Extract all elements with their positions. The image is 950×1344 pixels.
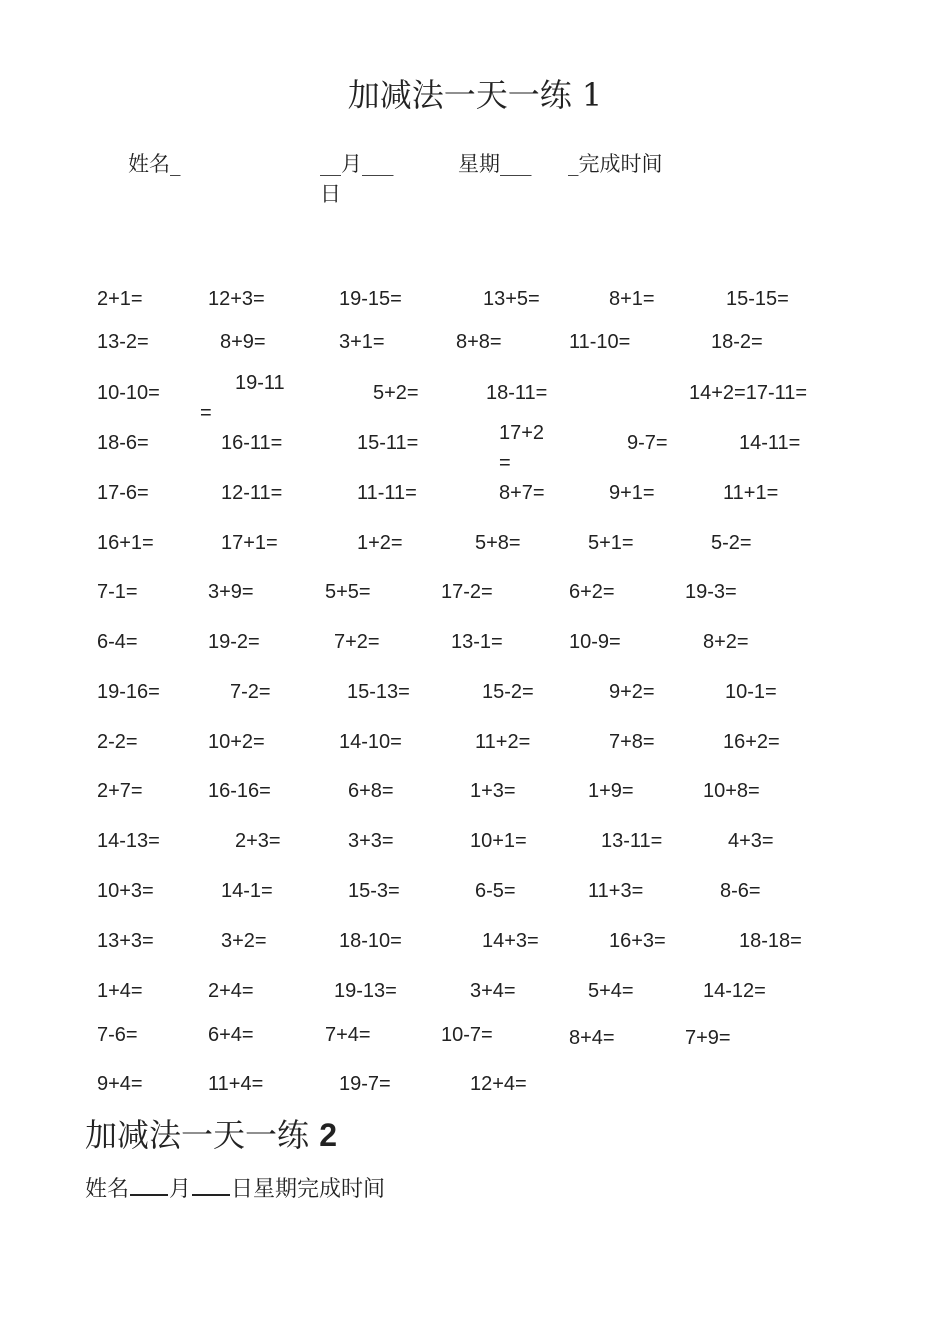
problem-item: 9+4=: [97, 1073, 143, 1095]
problem-item: 3+4=: [470, 980, 516, 1002]
section-title-2-number: 2: [319, 1117, 337, 1153]
problem-item: 16+1=: [97, 532, 154, 554]
problem-item: 16+3=: [609, 930, 666, 952]
completion-time-label: _完成时间: [568, 152, 663, 176]
problem-item: 13+3=: [97, 930, 154, 952]
problem-item: 10+3=: [97, 880, 154, 902]
day-field-label: 日: [320, 182, 341, 206]
problem-item: 19-7=: [339, 1073, 391, 1095]
problem-item: 8-6=: [720, 880, 761, 902]
problem-item: 19-13=: [334, 980, 397, 1002]
problem-item: 5-2=: [711, 532, 752, 554]
problem-item: 8+2=: [703, 631, 749, 653]
problem-item: 13+5=: [483, 288, 540, 310]
problem-item: 9-7=: [627, 432, 668, 454]
header-line-2: [85, 1172, 385, 1203]
problem-item: 10-7=: [441, 1024, 493, 1046]
problem-item: 19-3=: [685, 581, 737, 603]
problem-item: 1+2=: [357, 532, 403, 554]
problem-item: 14+3=: [482, 930, 539, 952]
problem-item: 3+9=: [208, 581, 254, 603]
problem-item: 5+8=: [475, 532, 521, 554]
problem-item: 8+7=: [499, 482, 545, 504]
problem-item: 10+2=: [208, 731, 265, 753]
problem-item: 11+2=: [475, 731, 531, 753]
problem-item: 15-3=: [348, 880, 400, 902]
problem-item: 16-16=: [208, 780, 271, 802]
problem-item: 6-4=: [97, 631, 138, 653]
problem-item: 19-16=: [97, 681, 160, 703]
problem-item: 17-6=: [97, 482, 149, 504]
problem-item: 17-2=: [441, 581, 493, 603]
problem-item: 10-1=: [725, 681, 777, 703]
problem-item: 7-6=: [97, 1024, 138, 1046]
problem-item: 15-15=: [726, 288, 789, 310]
problem-item: 17+1=: [221, 532, 278, 554]
problem-item: 12-11=: [221, 482, 283, 504]
problem-item: 14-13=: [97, 830, 160, 852]
problem-item: 11-11=: [357, 482, 417, 504]
problem-item: 7+4=: [325, 1024, 371, 1046]
problem-item: 6-5=: [475, 880, 516, 902]
problem-item: 8+4=: [569, 1027, 615, 1049]
problem-item: 19-11: [235, 372, 285, 394]
problem-item: 11-10=: [569, 331, 631, 353]
problem-item: 19-2=: [208, 631, 260, 653]
problem-item: 8+9=: [220, 331, 266, 353]
problem-item: 13-2=: [97, 331, 149, 353]
problem-item: 11+3=: [588, 880, 644, 902]
problem-item: 7+8=: [609, 731, 655, 753]
problem-item: =: [200, 402, 212, 424]
problem-item: 6+4=: [208, 1024, 254, 1046]
problem-item: 18-11=: [486, 382, 548, 404]
problem-item: 13-11=: [601, 830, 663, 852]
problem-item: 5+4=: [588, 980, 634, 1002]
problem-item: 18-18=: [739, 930, 802, 952]
problem-item: 15-13=: [347, 681, 410, 703]
problem-item: 2+4=: [208, 980, 254, 1002]
problem-item: 13-1=: [451, 631, 503, 653]
problem-item: 7+2=: [334, 631, 380, 653]
month-label-2: 月: [169, 1177, 192, 1202]
problem-item: 11+4=: [208, 1073, 264, 1095]
problem-item: 2+1=: [97, 288, 143, 310]
problem-item: 2-2=: [97, 731, 138, 753]
problem-item: 10+8=: [703, 780, 760, 802]
problem-item: 19-15=: [339, 288, 402, 310]
problem-item: 7-1=: [97, 581, 138, 603]
problem-item: 4+3=: [728, 830, 774, 852]
problem-item: 5+2=: [373, 382, 419, 404]
problem-item: 18-6=: [97, 432, 149, 454]
problem-item: 16+2=: [723, 731, 780, 753]
problem-item: 17+2: [499, 422, 545, 444]
problem-item: 6+2=: [569, 581, 615, 603]
problem-item: 14+2=17-11=: [689, 382, 808, 404]
problem-item: 3+2=: [221, 930, 267, 952]
name-field-label: 姓名_: [128, 152, 181, 176]
problem-item: 5+1=: [588, 532, 634, 554]
problem-item: 5+5=: [325, 581, 371, 603]
problem-item: 15-2=: [482, 681, 534, 703]
name-blank-2: [130, 1180, 168, 1196]
problem-item: 6+8=: [348, 780, 394, 802]
problem-item: 14-11=: [739, 432, 801, 454]
problem-item: 10+1=: [470, 830, 527, 852]
problem-item: 14-12=: [703, 980, 766, 1002]
problem-item: 8+8=: [456, 331, 502, 353]
problem-item: 12+3=: [208, 288, 265, 310]
problem-item: 1+3=: [470, 780, 516, 802]
problem-item: 18-2=: [711, 331, 763, 353]
problem-item: 2+3=: [235, 830, 281, 852]
problem-item: 2+7=: [97, 780, 143, 802]
problem-item: 15-11=: [357, 432, 419, 454]
problem-item: 16-11=: [221, 432, 283, 454]
problem-item: 9+1=: [609, 482, 655, 504]
problem-item: 10-9=: [569, 631, 621, 653]
page-title: 加减法一天一练 1: [347, 76, 603, 114]
problem-item: 12+4=: [470, 1073, 527, 1095]
month-blank-2: [192, 1180, 230, 1196]
section-title-2-text: 加减法一天一练: [85, 1116, 320, 1154]
name-label-2: 姓名: [85, 1177, 130, 1202]
month-field-label: __月___: [320, 152, 394, 176]
problem-item: 14-1=: [221, 880, 273, 902]
problem-item: 3+1=: [339, 331, 385, 353]
rest-label-2: 日星期完成时间: [231, 1177, 386, 1202]
problem-item: 1+4=: [97, 980, 143, 1002]
problem-item: =: [499, 452, 511, 474]
problem-item: 3+3=: [348, 830, 394, 852]
problem-item: 11+1=: [723, 482, 779, 504]
problem-item: 8+1=: [609, 288, 655, 310]
problem-item: 7+9=: [685, 1027, 731, 1049]
problem-item: 18-10=: [339, 930, 402, 952]
weekday-field-label: 星期___: [458, 152, 532, 176]
section-title-2: [85, 1110, 337, 1156]
problem-item: 1+9=: [588, 780, 634, 802]
problem-item: 10-10=: [97, 382, 160, 404]
problem-item: 7-2=: [230, 681, 271, 703]
problem-item: 14-10=: [339, 731, 402, 753]
problem-item: 9+2=: [609, 681, 655, 703]
